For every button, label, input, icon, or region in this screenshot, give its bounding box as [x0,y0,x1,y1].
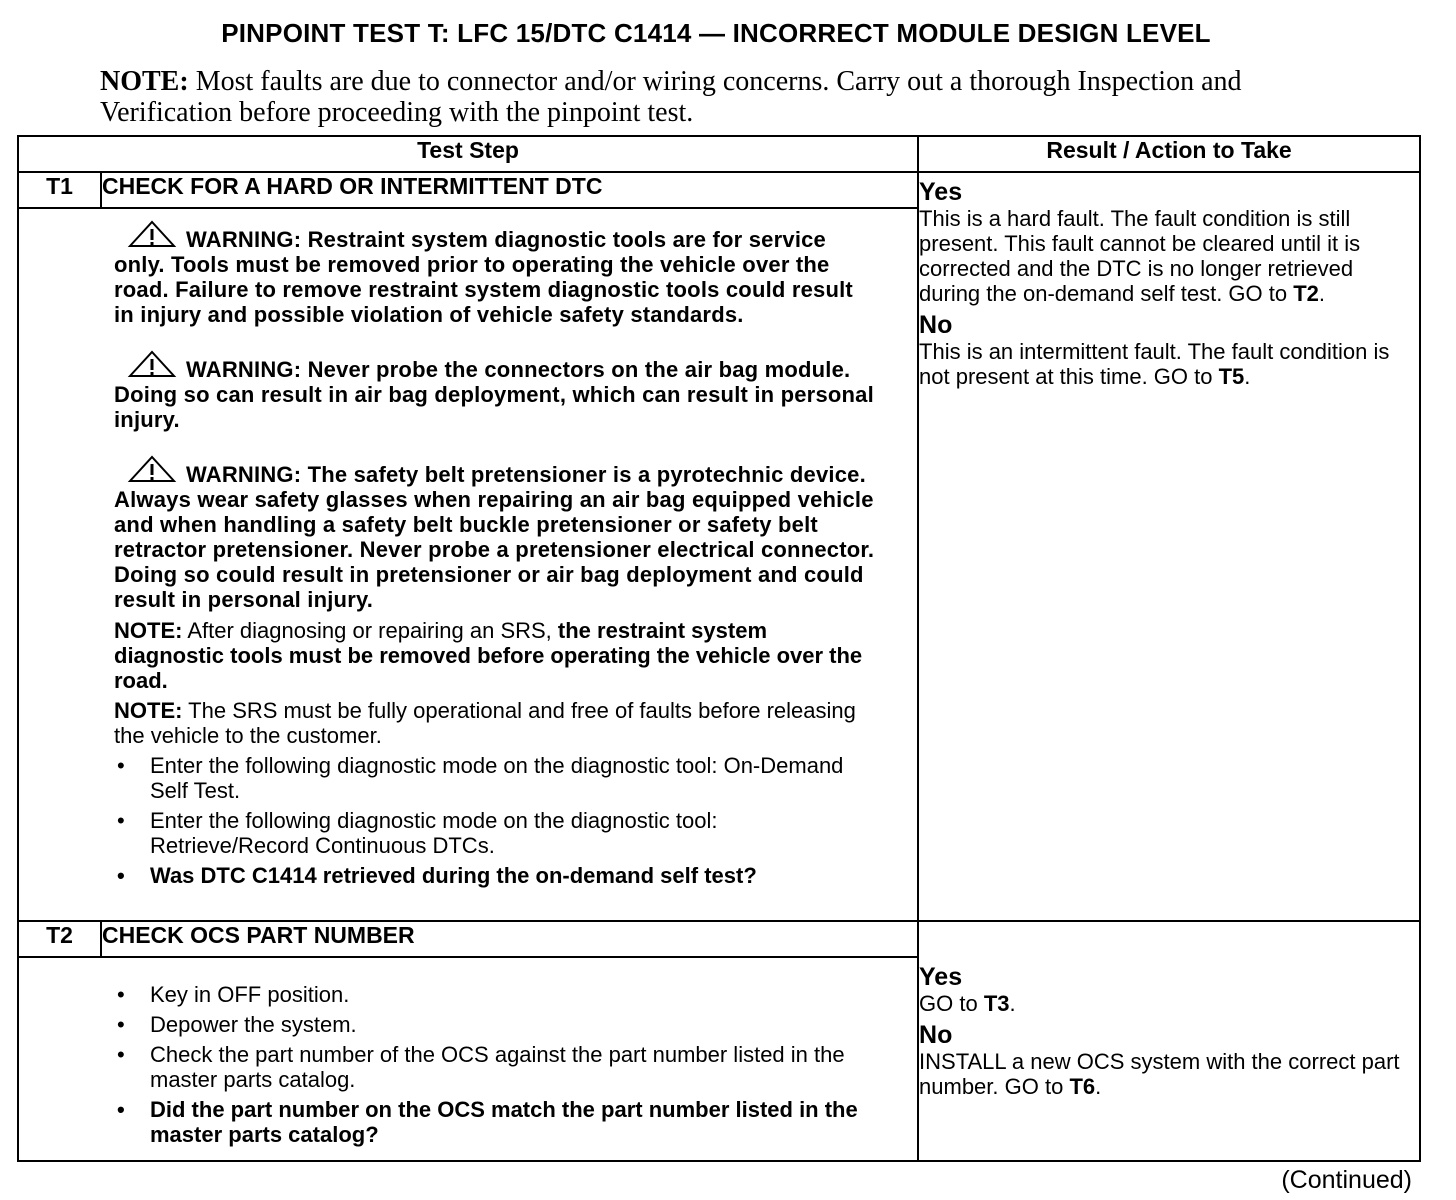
warning-triangle-icon [124,349,180,379]
list-item: • Check the part number of the OCS against the part number listed in the master parts catalog. [114,1042,877,1092]
step-t1-body [18,208,918,921]
t1-no-goto: T5 [1218,364,1245,389]
t2-yes-goto: T3 [983,991,1010,1017]
t2-no-text: INSTALL a new OCS system with the correct part number. GO to T6. [919,1049,1400,1100]
t2-no-goto: T6 [1069,1074,1096,1100]
intro-note-label: NOTE: [100,66,189,97]
warning-triangle-icon [124,219,180,249]
t1-yes-goto: T2 [1293,281,1319,306]
step-id-t2: T2 [18,921,101,957]
note-srs-operational: NOTE: The SRS must be fully operational and free of faults before releasing the vehicle to the customer. [114,698,856,748]
intro-note [100,66,1300,128]
warning-triangle-icon [124,454,180,484]
step-id-t1: T1 [18,172,101,208]
t1-yes-label: Yes [919,178,963,206]
step-t2-title-row [18,921,1420,957]
header-test-step: Test Step [18,136,918,172]
page-title: PINPOINT TEST T: LFC 15/DTC C1414 — INCORRECT MODULE DESIGN LEVEL [221,18,1211,48]
header-result: Result / Action to Take [918,136,1420,172]
step-t1-title-row [18,172,1420,208]
pinpoint-test-table [17,135,1421,1162]
warning-1: WARNING: Restraint system diagnostic tools are for service only. Tools must be removed prior to operating the vehicle over the road. Failure to remove restraint system diagnostic tools could result in injury and possible violation of vehicle safety standards. [114,219,877,327]
t1-no-text: This is an intermittent fault. The fault condition is not present at this time. GO to T5. [919,339,1390,389]
warning-2: WARNING: Never probe the connectors on the air bag module. Doing so can result in air bag deployment, which can result in personal injury. [114,349,877,432]
note-srs-tools: NOTE: After diagnosing or repairing an SRS, the restraint system diagnostic tools must be removed before operating the vehicle over the road. [114,618,863,693]
t1-bullet-list [114,753,877,888]
t2-yes-label: Yes [919,963,963,992]
t2-yes-text: GO to T3. [919,991,1016,1017]
t2-bullet-list [114,982,877,1147]
t1-yes-text: This is a hard fault. The fault condition is still present. This fault cannot be cleared until it is corrected and the DTC is no longer retrieved during the on-demand self test. GO to T2. [919,206,1361,306]
t2-question: • Did the part number on the OCS match the part number listed in the master parts catalog? [114,1097,877,1147]
intro-note-text: Most faults are due to connector and/or wiring concerns. Carry out a thorough Inspection and Verification before proceeding with the pinpoint test. [100,66,1242,128]
step-title-t2: CHECK OCS PART NUMBER [101,921,918,957]
t1-question: • Was DTC C1414 retrieved during the on-demand self test? [114,863,877,888]
t2-no-label: No [919,1021,953,1050]
t1-no-label: No [919,311,953,339]
list-item: • Key in OFF position. [114,982,877,1007]
step-t2-body [18,957,918,1161]
table-header-row [18,136,1420,172]
step-title-t1: CHECK FOR A HARD OR INTERMITTENT DTC [101,172,918,208]
continued-label: (Continued) [1281,1166,1412,1194]
list-item: • Depower the system. [114,1012,877,1037]
list-item: • Enter the following diagnostic mode on the diagnostic tool: On-Demand Self Test. [114,753,877,803]
list-item: • Enter the following diagnostic mode on the diagnostic tool: Retrieve/Record Continuous DTCs. [114,808,877,858]
step-t1-result [918,172,1420,921]
warning-3: WARNING: The safety belt pretensioner is a pyrotechnic device. Always wear safety glasses when repairing an air bag equipped vehicle and when handling a safety belt buckle pretensioner or safety belt retractor pretensioner. Never probe a pretensioner electrical connector. Doing so could result in pretensioner or air bag deployment and could result in personal injury. [114,454,877,612]
step-t2-result [918,921,1420,1161]
